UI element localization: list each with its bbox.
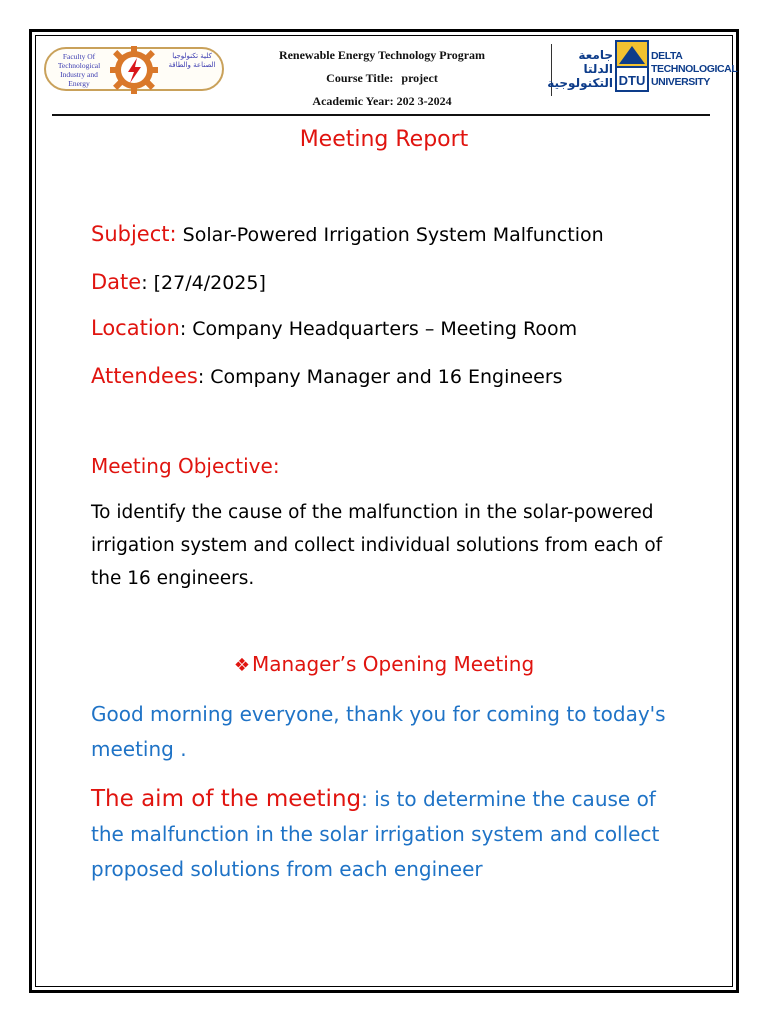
opening-heading-line <box>0 652 768 676</box>
university-name-ar: جامعة الدلتا التكنولوجية <box>547 48 613 90</box>
course-title-label: Course Title: <box>326 71 394 85</box>
date-line <box>91 270 266 294</box>
academic-year: Academic Year: 202 3-2024 <box>312 94 452 108</box>
university-abbr: DTU <box>618 73 646 88</box>
university-logo <box>547 40 738 96</box>
subject-line <box>91 222 604 246</box>
location-line <box>91 316 577 340</box>
header-rule <box>52 114 710 116</box>
attendees-label: Attendees <box>91 364 198 388</box>
objective-body: To identify the cause of the malfunction in the solar-powered irrigation system and collect individual solutions from each of the 16 engineers. <box>91 502 663 589</box>
opening-heading: Manager’s Opening Meeting <box>252 652 535 676</box>
aim-body: : is to determine the cause of the malfunction in the solar irrigation system and collect proposed solutions from each engineer <box>91 787 660 881</box>
aim-label: The aim of the meeting <box>91 786 362 812</box>
faculty-logo <box>44 44 224 96</box>
course-title-line <box>232 67 532 90</box>
course-title-value: project <box>401 71 438 85</box>
subject-value: Solar-Powered Irrigation System Malfunction <box>182 224 604 246</box>
document-header <box>232 44 532 113</box>
faculty-name-en: Faculty Of Technological Industry and Energy <box>57 52 101 88</box>
faculty-name-ar: كلية تكنولوجيا الصناعة والطاقة <box>168 52 216 69</box>
location-label: Location <box>91 316 180 340</box>
subject-label: Subject: <box>91 222 177 246</box>
attendees-value: : Company Manager and 16 Engineers <box>197 366 563 388</box>
date-label: Date <box>91 270 142 294</box>
university-name-en: DELTA TECHNOLOGICAL UNIVERSITY <box>651 50 738 88</box>
attendees-line <box>91 364 563 388</box>
program-name: Renewable Energy Technology Program <box>278 48 486 62</box>
diamond-bullet-icon: ❖ <box>233 655 250 676</box>
aim-paragraph <box>91 782 691 887</box>
gear-lightning-icon <box>108 44 160 96</box>
location-value: : Company Headquarters – Meeting Room <box>179 318 578 340</box>
greeting-paragraph: Good morning everyone, thank you for coming to today's meeting . <box>91 702 666 761</box>
dtu-emblem-icon <box>615 40 649 92</box>
date-value: : [27/4/2025] <box>141 272 266 294</box>
objective-heading: Meeting Objective: <box>91 454 280 478</box>
page-title: Meeting Report <box>299 127 469 152</box>
